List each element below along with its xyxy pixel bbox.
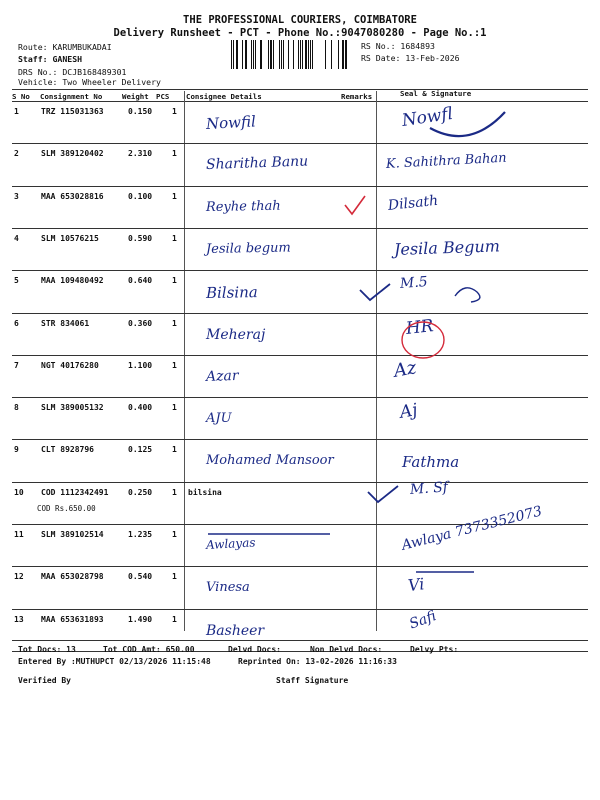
col-header-pcs: PCS [156, 92, 170, 101]
handwritten-consignee-name: Azar [205, 367, 239, 385]
verified-by-label: Verified By [18, 676, 71, 685]
row-sno: 10 [14, 487, 24, 497]
col-header-weight: Weight [122, 92, 149, 101]
row-sno: 13 [14, 614, 24, 624]
row-weight: 0.540 [128, 572, 153, 582]
handwritten-signature: M.5 [399, 274, 429, 293]
row-consignment-no: SLM 389120402 [41, 149, 104, 159]
handwritten-signature: Jesila Begum [393, 236, 501, 259]
row-pcs: 1 [172, 614, 177, 624]
row-pcs: 1 [172, 191, 177, 201]
row-consignment-no: CLT 8928796 [41, 445, 94, 455]
row-weight: 0.640 [128, 276, 153, 286]
handwritten-consignee-name: Jesila begum [205, 240, 291, 257]
handwritten-signature: Safi [407, 607, 439, 633]
reprinted-on: Reprinted On: 13-02-2026 11:16:33 [238, 657, 397, 666]
row-pcs: 1 [172, 149, 177, 159]
handwritten-consignee-name: Sharitha Banu [205, 153, 309, 174]
row-sno: 4 [14, 233, 19, 243]
row-sno: 8 [14, 403, 19, 413]
row-pcs: 1 [172, 572, 177, 582]
row-pcs: 1 [172, 276, 177, 286]
row-pcs: 1 [172, 233, 177, 243]
row-consignment-no: COD 1112342491 [41, 487, 109, 497]
col-header-consignment: Consignment No [40, 92, 103, 101]
row-sno: 5 [14, 276, 19, 286]
handwritten-signature: M. Sf [409, 479, 449, 498]
red-check-mark [345, 196, 365, 214]
table-bottom-rule [12, 640, 588, 641]
row-weight: 0.150 [128, 107, 153, 116]
row-divider [12, 651, 588, 652]
row-consignment-no: MAA 653028798 [41, 572, 104, 582]
company-title: THE PROFESSIONAL COURIERS, COIMBATORE [183, 14, 417, 26]
handwritten-consignee-name: Meheraj [206, 326, 266, 343]
row-sno: 7 [14, 360, 19, 370]
route-label: Route: KARUMBUKADAI [18, 42, 112, 52]
delivered-docs: Delvd Docs: [228, 645, 281, 654]
handwritten-signature: Awlaya 7373352073 [400, 503, 544, 554]
row-consignment-no: STR 834061 [41, 318, 90, 328]
row-pcs: 1 [172, 530, 177, 539]
row-consignment-no: NGT 40176280 [41, 360, 99, 370]
handwritten-consignee-name: Reyhe thah [205, 198, 281, 215]
row-consignment-no: SLM 389005132 [41, 403, 104, 413]
row-weight: 2.310 [128, 149, 153, 159]
handwritten-signature: Vi [407, 574, 426, 596]
row-pcs: 1 [172, 107, 177, 116]
handwritten-consignee-name: Nowfil [205, 112, 257, 133]
col-header-seal: Seal & Signature [400, 89, 472, 98]
rs-date: RS Date: 13-Feb-2026 [361, 53, 460, 63]
row-pcs: 1 [172, 445, 177, 455]
rs-number: RS No.: 1684893 [361, 41, 435, 51]
row-consignment-no: MAA 109480492 [41, 276, 104, 286]
row-weight: 0.400 [128, 403, 153, 413]
row-sno: 11 [14, 530, 24, 539]
handwritten-signature: K. Sahithra Bahan [385, 150, 507, 173]
row-sno: 1 [14, 107, 19, 116]
entered-by: Entered By :MUTHUPCT 02/13/2026 11:15:48 [18, 657, 211, 666]
row-sno: 2 [14, 149, 19, 159]
row-weight: 1.235 [128, 530, 153, 539]
blue-check-mark [368, 486, 398, 502]
signature-flourish [430, 112, 505, 136]
row-consignee: bilsina [188, 487, 222, 497]
staff-label: Staff: GANESH [18, 54, 83, 64]
row-weight: 0.360 [128, 318, 153, 328]
col-header-remarks: Remarks [341, 92, 373, 101]
row-weight: 0.125 [128, 445, 153, 455]
red-stamp-circle [402, 322, 444, 358]
row-consignment-no: SLM 10576215 [41, 233, 99, 243]
col-header-consignee: Consignee Details [186, 92, 262, 101]
row-weight: 0.100 [128, 191, 153, 201]
row-weight: 0.590 [128, 233, 153, 243]
row-consignment-no: TRZ 115031363 [41, 107, 104, 116]
runsheet-subtitle: Delivery Runsheet - PCT - Phone No.:9047080280 - Page No.:1 [113, 27, 487, 39]
row-sno: 3 [14, 191, 19, 201]
row-cod-note: COD Rs.650.00 [37, 503, 96, 513]
signature-scribble [455, 288, 480, 302]
delivery-points: Delvy Pts: [410, 645, 459, 654]
row-sno: 12 [14, 572, 24, 582]
total-cod-amount: Tot COD Amt: 650.00 [103, 645, 195, 654]
handwritten-signature: Aj [398, 400, 420, 423]
handwritten-signature: Nowfl [400, 103, 454, 131]
row-pcs: 1 [172, 318, 177, 328]
row-consignment-no: MAA 653631893 [41, 614, 104, 624]
handwritten-consignee-name: Basheer [206, 622, 265, 639]
row-pcs: 1 [172, 403, 177, 413]
row-weight: 1.100 [128, 360, 153, 370]
handwritten-consignee-name: Awlayas [205, 535, 256, 552]
staff-signature-label: Staff Signature [276, 676, 349, 685]
handwritten-signature: HR [404, 315, 435, 339]
row-consignment-no: SLM 389102514 [41, 530, 104, 539]
handwritten-signature: Az [392, 357, 418, 382]
row-weight: 1.490 [128, 614, 153, 624]
total-docs: Tot Docs: 13 [18, 645, 76, 654]
blue-check-mark [360, 284, 390, 300]
handwritten-consignee-name: Mohamed Mansoor [206, 453, 334, 469]
col-header-sno: S No [12, 92, 30, 101]
row-pcs: 1 [172, 487, 177, 497]
row-sno: 6 [14, 318, 19, 328]
vehicle-label: Vehicle: Two Wheeler Delivery [18, 77, 161, 87]
handwritten-consignee-name: Bilsina [205, 283, 258, 303]
drs-number: DRS No.: DCJB168489301 [18, 67, 127, 77]
handwritten-signature: Fathma [402, 453, 460, 472]
handwritten-signature: Dilsath [387, 192, 439, 214]
row-weight: 0.250 [128, 487, 153, 497]
row-consignment-no: MAA 653028816 [41, 191, 104, 201]
handwritten-consignee-name: Vinesa [206, 580, 250, 596]
row-sno: 9 [14, 445, 19, 455]
non-delivered-docs: Non Delvd Docs: [310, 645, 383, 654]
row-pcs: 1 [172, 360, 177, 370]
handwritten-consignee-name: AJU [206, 411, 232, 427]
